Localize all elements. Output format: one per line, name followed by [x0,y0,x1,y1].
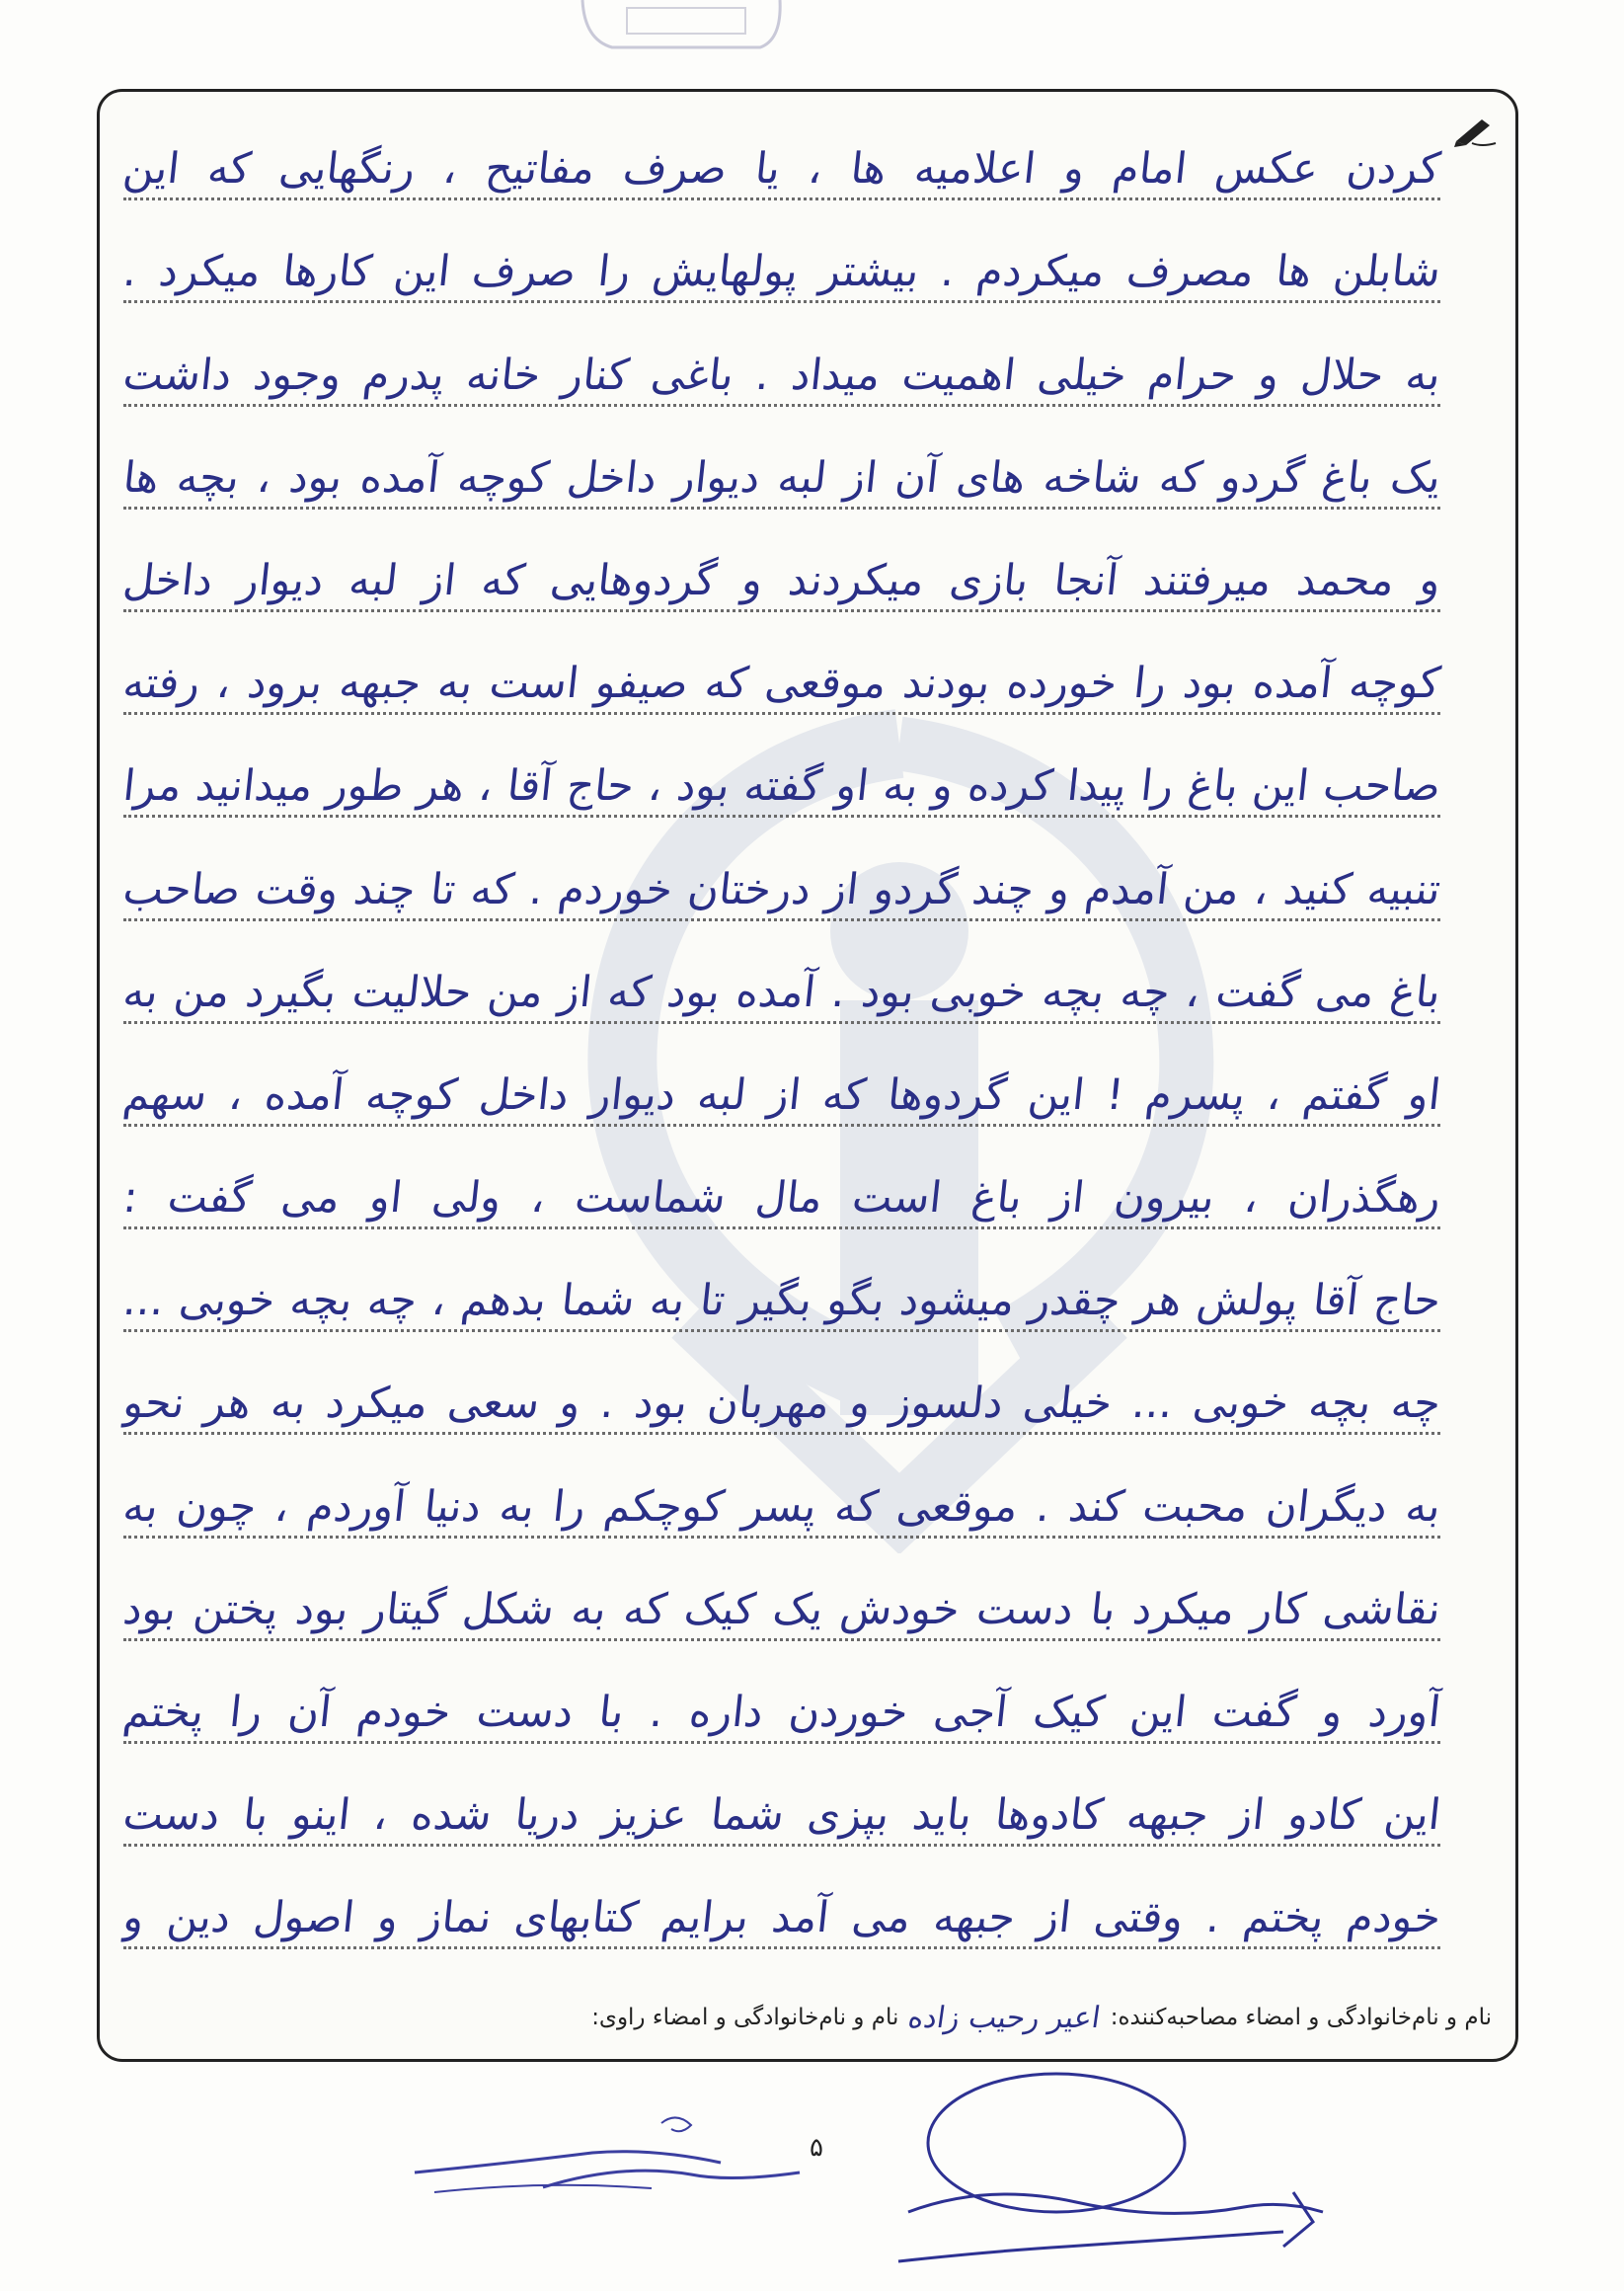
text-line [120,327,1443,430]
text-line-content: آورد و گفت این کیک آجی خوردن داره . با دست خودم آن را پختم [120,1688,1443,1737]
text-line [120,1356,1443,1459]
handwritten-lines [120,121,1443,1973]
interviewer-name: اعیر رحیب زاده [905,2000,1104,2035]
pen-writing-icon [1452,114,1500,149]
text-line-content: کوچه آمده بود را خورده بودند موقعی که صیفو است به جبهه برود ، رفته [120,659,1443,709]
text-line [120,1562,1443,1665]
text-line-content: یک باغ گردو که شاخه های آن از لبه دیوار داخل کوچه آمده بود ، بچه ها [120,452,1443,503]
page-number: ۵ [810,2133,823,2163]
text-line [120,636,1443,739]
text-line-content: چه بچه خوبی ... خیلی دلسوز و مهربان بود . و سعی میکرد به هر نحو [120,1379,1443,1429]
text-line [120,121,1443,224]
faded-stamp [573,0,790,59]
signature-footer [123,1990,1492,2045]
text-line-content: رهگذران ، بیرون از باغ است مال شماست ، ولی او می گفت : [120,1173,1443,1224]
text-line [120,1253,1443,1356]
text-line-content: تنبیه کنید ، من آمدم و چند گردو از درختان خوردم . که تا چند وقت صاحب [120,864,1443,914]
text-line-content: خودم پختم . وقتی از جبهه می آمد برایم کتابهای نماز و اصول دین و [120,1893,1443,1943]
text-line-content: باغ می گفت ، چه بچه خوبی بود . آمده بود که از من حلالیت بگیرد من به [120,967,1443,1017]
text-line [120,1048,1443,1150]
text-line [120,739,1443,841]
text-line [120,1459,1443,1561]
text-line-content: حاج آقا پولش هر چقدر میشود بگو بگیر تا به شما بدهم ، چه بچه خوبی ... [120,1276,1443,1326]
text-line [120,1870,1443,1973]
narrator-label: نام و نام‌خانوادگی و امضاء راوی: [591,2005,899,2030]
text-line-content: کردن عکس امام و اعلامیه ها ، یا صرف مفاتیح ، رنگهایی که این [120,144,1443,195]
text-line [120,431,1443,533]
text-line-content: به دیگران محبت کند . موقعی که پسر کوچکم را به دنیا آوردم ، چون به [120,1481,1443,1532]
text-line-content: به حلال و حرام خیلی اهمیت میداد . باغی کنار خانه پدرم وجود داشت [120,350,1443,400]
interviewer-label: نام و نام‌خانوادگی و امضاء مصاحبه‌کننده: [1110,2005,1492,2030]
text-line [120,841,1443,944]
text-line-content: نقاشی کار میکرد با دست خودش یک کیک که به شکل گیتار بود پختن بود [120,1584,1443,1634]
text-line-content: او گفتم ، پسرم ! این گردوها که از لبه دیوار داخل کوچه آمده ، سهم [120,1069,1443,1120]
text-line-content: و محمد میرفتند آنجا بازی میکردند و گردوهایی که از لبه دیوار داخل [120,555,1443,605]
narrator-signature [395,2103,810,2212]
text-line [120,1665,1443,1768]
text-line-content: شابلن ها مصرف میکردم . بیشتر پولهایش را صرف این کارها میکرد . [120,247,1443,297]
text-line [120,533,1443,636]
page-frame [97,89,1518,2062]
text-line [120,224,1443,327]
text-line [120,1768,1443,1870]
text-line [120,945,1443,1048]
text-line [120,1150,1443,1253]
text-line-content: صاحب این باغ را پیدا کرده و به او گفته بود ، حاج آقا ، هر طور میدانید مرا [120,761,1443,812]
interviewer-signature [869,2064,1343,2281]
text-line-content: این کادو از جبهه کادوها باید بپزی شما عزیز دریا شده ، اینو با دست [120,1790,1443,1841]
